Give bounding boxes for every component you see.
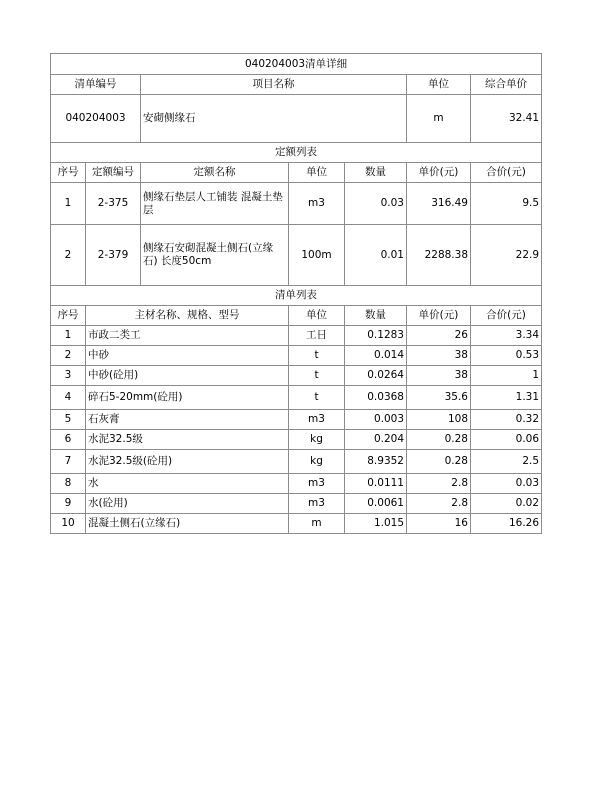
material-qty: 0.1283: [345, 326, 407, 346]
material-unit: t: [289, 346, 345, 366]
item-price: 32.41: [471, 95, 542, 143]
quota-unit-price: 2288.38: [407, 225, 471, 286]
quota-name: 侧缘石垫层人工铺装 混凝土垫层: [141, 183, 289, 225]
material-unit: kg: [289, 430, 345, 450]
quota-header-cell: 数量: [345, 163, 407, 183]
material-qty: 0.014: [345, 346, 407, 366]
material-qty: 0.003: [345, 410, 407, 430]
header-unit: 单位: [407, 75, 471, 95]
item-name: 安砌侧缘石: [141, 95, 407, 143]
material-unit: m3: [289, 474, 345, 494]
quota-header-row: [51, 163, 542, 183]
quota-header-cell: 合价(元): [471, 163, 542, 183]
material-unit-price: 16: [407, 514, 471, 534]
quota-header-cell: 定额名称: [141, 163, 289, 183]
material-header-cell: 序号: [51, 306, 86, 326]
material-unit: t: [289, 366, 345, 386]
header-name: 项目名称: [141, 75, 407, 95]
table-title: 040204003清单详细: [51, 54, 542, 75]
quota-unit: 100m: [289, 225, 345, 286]
material-seq: 4: [51, 386, 86, 410]
quota-seq: 1: [51, 183, 86, 225]
quota-section-title: 定额列表: [51, 143, 542, 163]
quota-code: 2-379: [86, 225, 141, 286]
quota-seq: 2: [51, 225, 86, 286]
quota-header-cell: 单位: [289, 163, 345, 183]
material-total: 1.31: [471, 386, 542, 410]
material-unit: t: [289, 386, 345, 410]
material-qty: 0.0368: [345, 386, 407, 410]
table-row: [51, 386, 542, 410]
table-row: [51, 326, 542, 346]
item-code: 040204003: [51, 95, 141, 143]
material-section-title: 清单列表: [51, 286, 542, 306]
material-total: 0.02: [471, 494, 542, 514]
material-seq: 5: [51, 410, 86, 430]
table-row: [51, 474, 542, 494]
material-header-cell: 合价(元): [471, 306, 542, 326]
material-unit: m3: [289, 494, 345, 514]
quota-name: 侧缘石安砌混凝土侧石(立缘石) 长度50cm: [141, 225, 289, 286]
material-unit-price: 38: [407, 366, 471, 386]
material-unit: kg: [289, 450, 345, 474]
material-total: 0.06: [471, 430, 542, 450]
quota-header-cell: 定额编号: [86, 163, 141, 183]
material-name: 水: [86, 474, 289, 494]
material-seq: 10: [51, 514, 86, 534]
material-name: 石灰膏: [86, 410, 289, 430]
quota-unit: m3: [289, 183, 345, 225]
material-unit-price: 38: [407, 346, 471, 366]
quota-header-cell: 单价(元): [407, 163, 471, 183]
material-total: 2.5: [471, 450, 542, 474]
material-unit-price: 35.6: [407, 386, 471, 410]
material-seq: 7: [51, 450, 86, 474]
material-qty: 8.9352: [345, 450, 407, 474]
material-total: 1: [471, 366, 542, 386]
item-unit: m: [407, 95, 471, 143]
material-total: 0.32: [471, 410, 542, 430]
table-row: [51, 430, 542, 450]
table-row: [51, 183, 542, 225]
material-name: 水泥32.5级(砼用): [86, 450, 289, 474]
material-qty: 0.204: [345, 430, 407, 450]
quota-qty: 0.01: [345, 225, 407, 286]
material-name: 中砂: [86, 346, 289, 366]
material-unit-price: 108: [407, 410, 471, 430]
material-seq: 8: [51, 474, 86, 494]
material-header-row: [51, 306, 542, 326]
material-header-cell: 单价(元): [407, 306, 471, 326]
table-row: [51, 514, 542, 534]
material-unit-price: 2.8: [407, 474, 471, 494]
material-name: 水(砼用): [86, 494, 289, 514]
material-unit-price: 0.28: [407, 430, 471, 450]
quota-total: 22.9: [471, 225, 542, 286]
material-header-cell: 主材名称、规格、型号: [86, 306, 289, 326]
bill-detail-table: [50, 53, 542, 534]
material-unit-price: 0.28: [407, 450, 471, 474]
material-header-cell: 数量: [345, 306, 407, 326]
header-code: 清单编号: [51, 75, 141, 95]
material-qty: 0.0061: [345, 494, 407, 514]
material-name: 碎石5-20mm(砼用): [86, 386, 289, 410]
table-row: [51, 450, 542, 474]
material-seq: 9: [51, 494, 86, 514]
material-unit: m3: [289, 410, 345, 430]
quota-total: 9.5: [471, 183, 542, 225]
material-unit-price: 2.8: [407, 494, 471, 514]
table-row: [51, 346, 542, 366]
material-seq: 2: [51, 346, 86, 366]
material-qty: 0.0111: [345, 474, 407, 494]
table-row: [51, 494, 542, 514]
header-price: 综合单价: [471, 75, 542, 95]
material-seq: 6: [51, 430, 86, 450]
material-qty: 0.0264: [345, 366, 407, 386]
table-row: [51, 225, 542, 286]
quota-code: 2-375: [86, 183, 141, 225]
material-header-cell: 单位: [289, 306, 345, 326]
material-name: 混凝土侧石(立缘石): [86, 514, 289, 534]
table-row: [51, 410, 542, 430]
material-name: 中砂(砼用): [86, 366, 289, 386]
quota-unit-price: 316.49: [407, 183, 471, 225]
material-total: 3.34: [471, 326, 542, 346]
material-name: 市政二类工: [86, 326, 289, 346]
quota-qty: 0.03: [345, 183, 407, 225]
material-seq: 1: [51, 326, 86, 346]
material-name: 水泥32.5级: [86, 430, 289, 450]
material-unit: m: [289, 514, 345, 534]
material-total: 0.53: [471, 346, 542, 366]
material-total: 0.03: [471, 474, 542, 494]
material-unit: 工日: [289, 326, 345, 346]
quota-header-cell: 序号: [51, 163, 86, 183]
material-qty: 1.015: [345, 514, 407, 534]
material-seq: 3: [51, 366, 86, 386]
table-row: [51, 366, 542, 386]
material-unit-price: 26: [407, 326, 471, 346]
material-total: 16.26: [471, 514, 542, 534]
